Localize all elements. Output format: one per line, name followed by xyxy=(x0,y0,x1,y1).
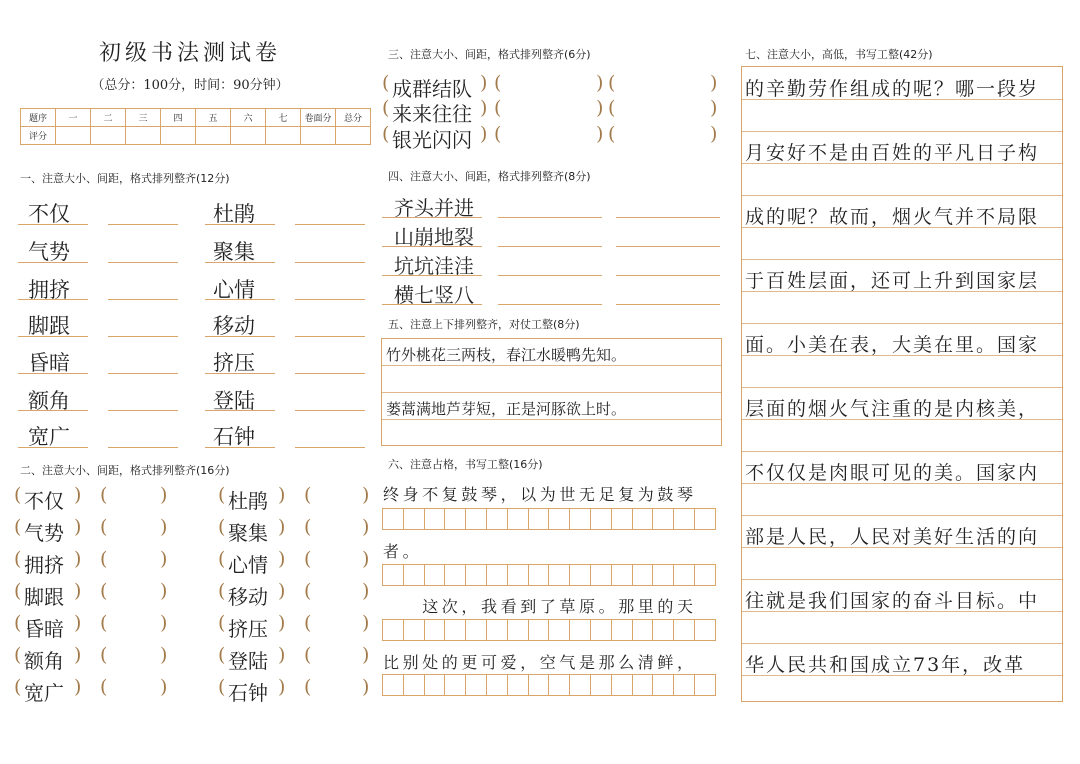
grid-cell[interactable] xyxy=(486,675,507,696)
s2-open-paren: ( xyxy=(100,548,108,570)
s6-practice-grid[interactable] xyxy=(382,674,716,696)
grid-cell[interactable] xyxy=(590,509,611,530)
score-cell[interactable] xyxy=(196,127,231,145)
grid-cell[interactable] xyxy=(653,509,674,530)
s1-blank-line[interactable] xyxy=(295,447,365,448)
grid-cell[interactable] xyxy=(383,565,404,586)
s1-word: 挤压 xyxy=(213,351,255,375)
s2-open-paren: ( xyxy=(218,516,226,538)
grid-cell[interactable] xyxy=(507,509,528,530)
s1-word-underline xyxy=(18,299,88,300)
s1-blank-line[interactable] xyxy=(108,299,178,300)
grid-cell[interactable] xyxy=(611,620,632,641)
score-header-cell: 五 xyxy=(196,109,231,127)
s2-close-paren: ) xyxy=(278,548,286,570)
s1-word: 聚集 xyxy=(213,240,255,264)
s7-rule xyxy=(742,259,1062,260)
s2-word: 拥挤 xyxy=(24,553,64,577)
grid-cell[interactable] xyxy=(549,675,570,696)
s1-word: 昏暗 xyxy=(28,351,70,375)
s2-open-paren: ( xyxy=(304,516,312,538)
score-header-cell: 题序 xyxy=(21,109,56,127)
s1-word: 脚跟 xyxy=(28,314,70,338)
grid-cell[interactable] xyxy=(486,509,507,530)
section5-title: 五、注意上下排列整齐，对仗工整(8分) xyxy=(388,318,580,331)
s2-word: 宽广 xyxy=(24,681,64,705)
grid-cell[interactable] xyxy=(445,675,466,696)
s2-close-paren: ) xyxy=(362,676,370,698)
s4-word-underline xyxy=(382,304,482,305)
score-header-cell: 二 xyxy=(91,109,126,127)
s7-line: 华人民共和国成立73年，改革 xyxy=(745,654,1026,676)
s3-word: 成群结队 xyxy=(392,77,472,101)
s2-open-paren: ( xyxy=(304,548,312,570)
s1-blank-line[interactable] xyxy=(108,447,178,448)
s1-blank-line[interactable] xyxy=(108,262,178,263)
s2-open-paren: ( xyxy=(14,644,22,666)
score-cell[interactable] xyxy=(56,127,91,145)
s3-open-paren: ( xyxy=(382,72,390,94)
s7-line: 的辛勤劳作组成的呢？哪一段岁 xyxy=(745,78,1040,100)
s2-open-paren: ( xyxy=(100,676,108,698)
s2-close-paren: ) xyxy=(160,516,168,538)
grid-cell[interactable] xyxy=(383,620,404,641)
score-header-cell: 四 xyxy=(161,109,196,127)
s5-rule xyxy=(382,365,721,366)
s3-close-paren: ) xyxy=(710,97,718,119)
s3-close-paren: ) xyxy=(596,72,604,94)
s2-close-paren: ) xyxy=(160,484,168,506)
s3-open-paren: ( xyxy=(608,97,616,119)
s7-line: 成的呢？故而，烟火气并不局限 xyxy=(745,206,1040,228)
s2-close-paren: ) xyxy=(160,548,168,570)
s3-close-paren: ) xyxy=(480,123,488,145)
page-subtitle: （总分：100分，时间：90分钟） xyxy=(91,78,289,93)
s6-line: 比别处的更可爱，空气是那么清鲜， xyxy=(383,653,697,672)
grid-cell[interactable] xyxy=(611,675,632,696)
s2-close-paren: ) xyxy=(74,676,82,698)
grid-cell[interactable] xyxy=(403,565,424,586)
s2-close-paren: ) xyxy=(74,484,82,506)
s2-word: 额角 xyxy=(24,649,64,673)
page-title: 初级书法测试卷 xyxy=(98,41,281,66)
s4-blank-line[interactable] xyxy=(616,246,720,247)
s6-practice-grid[interactable] xyxy=(382,619,716,641)
s3-open-paren: ( xyxy=(608,123,616,145)
s5-line: 竹外桃花三两枝，春江水暖鸭先知。 xyxy=(386,346,627,364)
s2-open-paren: ( xyxy=(100,484,108,506)
section6-title: 六、注意占格，书写工整(16分) xyxy=(388,458,543,471)
score-header-cell: 三 xyxy=(126,109,161,127)
s2-open-paren: ( xyxy=(304,676,312,698)
s3-close-paren: ) xyxy=(480,97,488,119)
s2-open-paren: ( xyxy=(218,580,226,602)
s3-close-paren: ) xyxy=(710,123,718,145)
grid-cell[interactable] xyxy=(570,620,591,641)
s3-close-paren: ) xyxy=(596,123,604,145)
grid-cell[interactable] xyxy=(674,565,695,586)
s3-open-paren: ( xyxy=(382,123,390,145)
s6-practice-grid[interactable] xyxy=(382,564,716,586)
s2-close-paren: ) xyxy=(278,676,286,698)
s2-close-paren: ) xyxy=(160,580,168,602)
grid-cell[interactable] xyxy=(486,620,507,641)
s4-blank-line[interactable] xyxy=(498,217,602,218)
grid-cell[interactable] xyxy=(570,565,591,586)
grid-cell[interactable] xyxy=(694,675,715,696)
s7-rule xyxy=(742,195,1062,196)
grid-cell[interactable] xyxy=(632,509,653,530)
section1-title: 一、注意大小、间距，格式排列整齐(12分) xyxy=(20,172,230,185)
grid-cell[interactable] xyxy=(632,675,653,696)
s2-close-paren: ) xyxy=(74,580,82,602)
s7-rule xyxy=(742,643,1062,644)
score-header-cell: 总分 xyxy=(336,109,371,127)
s2-word: 心情 xyxy=(228,553,268,577)
s6-practice-grid[interactable] xyxy=(382,508,716,530)
score-cell[interactable] xyxy=(231,127,266,145)
s2-close-paren: ) xyxy=(278,484,286,506)
s7-line: 不仅仅是肉眼可见的美。国家内 xyxy=(745,462,1040,484)
s3-word: 银光闪闪 xyxy=(392,128,472,152)
grid-cell[interactable] xyxy=(632,620,653,641)
score-cell[interactable] xyxy=(126,127,161,145)
s2-word: 登陆 xyxy=(228,649,268,673)
section2-title: 二、注意大小、间距，格式排列整齐(16分) xyxy=(20,464,230,477)
s2-close-paren: ) xyxy=(160,644,168,666)
s7-line: 部是人民，人民对美好生活的向 xyxy=(745,526,1040,548)
s4-blank-line[interactable] xyxy=(498,304,602,305)
s4-word-underline xyxy=(382,275,482,276)
s2-open-paren: ( xyxy=(14,484,22,506)
s3-open-paren: ( xyxy=(494,97,502,119)
s2-close-paren: ) xyxy=(74,516,82,538)
score-table-header-row xyxy=(21,109,371,127)
score-cell[interactable] xyxy=(336,127,371,145)
grid-cell[interactable] xyxy=(466,620,487,641)
grid-cell[interactable] xyxy=(590,620,611,641)
grid-cell[interactable] xyxy=(674,675,695,696)
s1-word: 宽广 xyxy=(28,425,70,449)
grid-cell[interactable] xyxy=(383,509,404,530)
s2-open-paren: ( xyxy=(304,644,312,666)
s2-open-paren: ( xyxy=(218,644,226,666)
s1-blank-line[interactable] xyxy=(295,262,365,263)
grid-cell[interactable] xyxy=(424,565,445,586)
s2-close-paren: ) xyxy=(74,612,82,634)
s4-blank-line[interactable] xyxy=(616,304,720,305)
s1-word-underline xyxy=(18,447,88,448)
s1-word: 石钟 xyxy=(213,425,255,449)
grid-cell[interactable] xyxy=(466,509,487,530)
grid-cell[interactable] xyxy=(694,620,715,641)
s2-open-paren: ( xyxy=(304,484,312,506)
s2-close-paren: ) xyxy=(362,548,370,570)
score-table xyxy=(20,108,371,145)
s1-blank-line[interactable] xyxy=(295,410,365,411)
s1-word: 不仅 xyxy=(28,202,70,226)
s5-line: 蒌蒿满地芦芽短，正是河豚欲上时。 xyxy=(386,400,627,418)
s1-word-underline xyxy=(205,373,275,374)
grid-cell[interactable] xyxy=(674,620,695,641)
s2-close-paren: ) xyxy=(74,548,82,570)
s2-word: 脚跟 xyxy=(24,585,64,609)
s1-word-underline xyxy=(205,447,275,448)
s3-close-paren: ) xyxy=(710,72,718,94)
s1-word-underline xyxy=(205,410,275,411)
score-row-label: 评分 xyxy=(21,127,56,145)
s2-open-paren: ( xyxy=(100,580,108,602)
s1-blank-line[interactable] xyxy=(108,410,178,411)
s1-blank-line[interactable] xyxy=(108,336,178,337)
grid-cell[interactable] xyxy=(424,509,445,530)
grid-cell[interactable] xyxy=(466,675,487,696)
grid-cell[interactable] xyxy=(507,620,528,641)
score-header-cell: 一 xyxy=(56,109,91,127)
s4-blank-line[interactable] xyxy=(498,275,602,276)
section7-writing-frame[interactable] xyxy=(741,66,1063,702)
s2-close-paren: ) xyxy=(74,644,82,666)
s2-word: 不仅 xyxy=(24,489,64,513)
s2-open-paren: ( xyxy=(218,676,226,698)
s4-word: 坑坑洼洼 xyxy=(394,254,474,278)
s1-word: 额角 xyxy=(28,389,70,413)
s7-rule xyxy=(742,131,1062,132)
s4-word-underline xyxy=(382,246,482,247)
grid-cell[interactable] xyxy=(403,620,424,641)
score-cell[interactable] xyxy=(301,127,336,145)
s2-open-paren: ( xyxy=(304,580,312,602)
grid-cell[interactable] xyxy=(611,509,632,530)
s7-line: 于百姓层面，还可上升到国家层 xyxy=(745,270,1040,292)
s1-word: 登陆 xyxy=(213,389,255,413)
s2-open-paren: ( xyxy=(304,612,312,634)
s2-open-paren: ( xyxy=(14,516,22,538)
s2-word: 昏暗 xyxy=(24,617,64,641)
grid-cell[interactable] xyxy=(445,565,466,586)
s7-rule xyxy=(742,579,1062,580)
s2-close-paren: ) xyxy=(278,644,286,666)
grid-cell[interactable] xyxy=(403,675,424,696)
s4-word-underline xyxy=(382,217,482,218)
grid-cell[interactable] xyxy=(653,565,674,586)
s2-word: 杜鹃 xyxy=(228,489,268,513)
s2-open-paren: ( xyxy=(14,676,22,698)
score-header-cell: 七 xyxy=(266,109,301,127)
grid-cell[interactable] xyxy=(694,565,715,586)
grid-cell[interactable] xyxy=(528,675,549,696)
s1-word-underline xyxy=(18,336,88,337)
grid-cell[interactable] xyxy=(528,620,549,641)
grid-cell[interactable] xyxy=(424,675,445,696)
s1-word-underline xyxy=(205,336,275,337)
s2-word: 石钟 xyxy=(228,681,268,705)
score-cell[interactable] xyxy=(161,127,196,145)
grid-cell[interactable] xyxy=(653,675,674,696)
grid-cell[interactable] xyxy=(570,509,591,530)
s1-word: 杜鹃 xyxy=(213,202,255,226)
s7-rule xyxy=(742,387,1062,388)
s7-rule xyxy=(742,451,1062,452)
s2-open-paren: ( xyxy=(218,484,226,506)
s7-rule xyxy=(742,323,1062,324)
s1-word-underline xyxy=(205,224,275,225)
s4-blank-line[interactable] xyxy=(498,246,602,247)
s1-blank-line[interactable] xyxy=(108,224,178,225)
grid-cell[interactable] xyxy=(507,675,528,696)
s4-word: 横七竖八 xyxy=(394,283,474,307)
s2-close-paren: ) xyxy=(362,484,370,506)
s1-blank-line[interactable] xyxy=(295,336,365,337)
score-header-cell: 六 xyxy=(231,109,266,127)
grid-cell[interactable] xyxy=(549,509,570,530)
s1-word-underline xyxy=(18,224,88,225)
grid-cell[interactable] xyxy=(590,565,611,586)
grid-cell[interactable] xyxy=(424,620,445,641)
s2-word: 移动 xyxy=(228,585,268,609)
grid-cell[interactable] xyxy=(694,509,715,530)
s2-open-paren: ( xyxy=(14,612,22,634)
grid-cell[interactable] xyxy=(549,565,570,586)
s1-word-underline xyxy=(205,262,275,263)
grid-cell[interactable] xyxy=(383,675,404,696)
s7-rule xyxy=(742,515,1062,516)
s1-blank-line[interactable] xyxy=(295,299,365,300)
s3-open-paren: ( xyxy=(494,72,502,94)
s7-line: 面。小美在表，大美在里。国家 xyxy=(745,334,1040,356)
s2-word: 挤压 xyxy=(228,617,268,641)
s2-close-paren: ) xyxy=(160,676,168,698)
s2-close-paren: ) xyxy=(278,612,286,634)
s2-close-paren: ) xyxy=(362,644,370,666)
s2-open-paren: ( xyxy=(218,548,226,570)
s7-line: 往就是我们国家的奋斗目标。中 xyxy=(745,590,1040,612)
s3-close-paren: ) xyxy=(480,72,488,94)
grid-cell[interactable] xyxy=(611,565,632,586)
grid-cell[interactable] xyxy=(445,509,466,530)
grid-cell[interactable] xyxy=(528,509,549,530)
s4-blank-line[interactable] xyxy=(616,275,720,276)
s4-blank-line[interactable] xyxy=(616,217,720,218)
s6-line: 这次，我看到了草原。那里的天 xyxy=(383,597,697,616)
section4-title: 四、注意大小、间距，格式排列整齐(8分) xyxy=(388,170,591,183)
s1-blank-line[interactable] xyxy=(295,373,365,374)
grid-cell[interactable] xyxy=(507,565,528,586)
grid-cell[interactable] xyxy=(674,509,695,530)
score-cell[interactable] xyxy=(266,127,301,145)
s2-close-paren: ) xyxy=(278,580,286,602)
grid-cell[interactable] xyxy=(653,620,674,641)
s4-word: 齐头并进 xyxy=(394,196,474,220)
s2-close-paren: ) xyxy=(278,516,286,538)
s2-open-paren: ( xyxy=(100,612,108,634)
s2-open-paren: ( xyxy=(100,644,108,666)
s3-word: 来来往往 xyxy=(392,102,472,126)
s2-word: 聚集 xyxy=(228,521,268,545)
s2-close-paren: ) xyxy=(362,612,370,634)
s2-close-paren: ) xyxy=(362,516,370,538)
grid-cell[interactable] xyxy=(528,565,549,586)
section7-title: 七、注意大小，高低，书写工整(42分) xyxy=(745,48,933,61)
s1-word-underline xyxy=(18,373,88,374)
score-table-score-row xyxy=(21,127,371,145)
s6-line: 终身不复鼓琴，以为世无足复为鼓琴 xyxy=(383,485,697,504)
grid-cell[interactable] xyxy=(632,565,653,586)
s2-close-paren: ) xyxy=(362,580,370,602)
grid-cell[interactable] xyxy=(549,620,570,641)
grid-cell[interactable] xyxy=(466,565,487,586)
s2-open-paren: ( xyxy=(14,548,22,570)
grid-cell[interactable] xyxy=(570,675,591,696)
s2-close-paren: ) xyxy=(160,612,168,634)
score-header-cell: 卷面分 xyxy=(301,109,336,127)
s1-word: 拥挤 xyxy=(28,278,70,302)
section3-title: 三、注意大小、间距，格式排列整齐(6分) xyxy=(388,48,591,61)
section5-writing-box[interactable] xyxy=(381,338,722,446)
grid-cell[interactable] xyxy=(590,675,611,696)
s1-blank-line[interactable] xyxy=(108,373,178,374)
s4-word: 山崩地裂 xyxy=(394,225,474,249)
s1-word: 心情 xyxy=(213,278,255,302)
s1-word-underline xyxy=(205,299,275,300)
s1-word-underline xyxy=(18,410,88,411)
s1-word: 气势 xyxy=(28,240,70,264)
s2-open-paren: ( xyxy=(100,516,108,538)
s2-open-paren: ( xyxy=(218,612,226,634)
grid-cell[interactable] xyxy=(403,509,424,530)
s2-open-paren: ( xyxy=(14,580,22,602)
s7-line: 月安好不是由百姓的平凡日子构 xyxy=(745,142,1040,164)
s5-rule xyxy=(382,392,721,393)
s3-close-paren: ) xyxy=(596,97,604,119)
s3-open-paren: ( xyxy=(382,97,390,119)
s6-line: 者。 xyxy=(383,542,423,561)
s5-rule xyxy=(382,419,721,420)
score-cell[interactable] xyxy=(91,127,126,145)
s2-word: 气势 xyxy=(24,521,64,545)
s1-blank-line[interactable] xyxy=(295,224,365,225)
s3-open-paren: ( xyxy=(494,123,502,145)
grid-cell[interactable] xyxy=(445,620,466,641)
s7-line: 层面的烟火气注重的是内核美， xyxy=(745,398,1040,420)
s3-open-paren: ( xyxy=(608,72,616,94)
grid-cell[interactable] xyxy=(486,565,507,586)
s1-word-underline xyxy=(18,262,88,263)
s1-word: 移动 xyxy=(213,314,255,338)
